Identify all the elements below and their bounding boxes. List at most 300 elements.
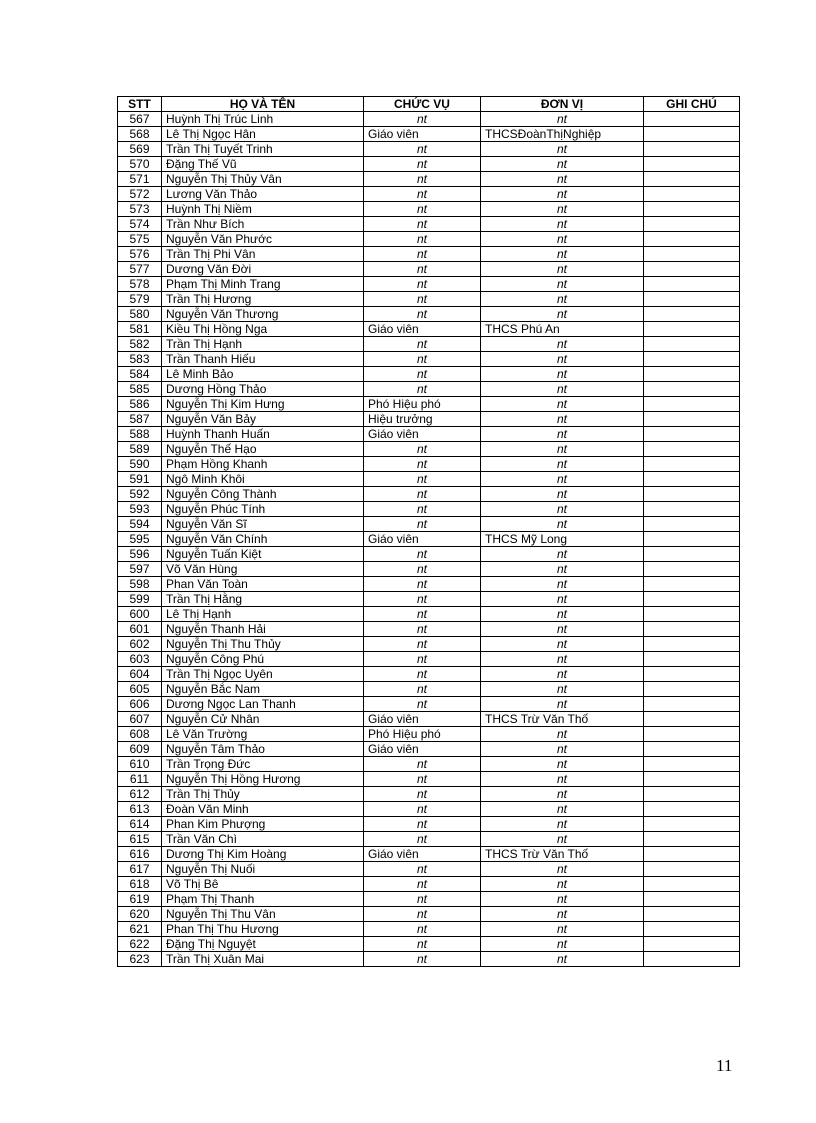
cell-unit: nt xyxy=(481,517,644,532)
cell-unit: nt xyxy=(481,412,644,427)
table-row xyxy=(118,397,740,412)
cell-position: Giáo viên xyxy=(364,427,481,442)
cell-position: nt xyxy=(364,172,481,187)
table-row xyxy=(118,742,740,757)
cell-stt: 603 xyxy=(118,652,162,667)
cell-stt: 618 xyxy=(118,877,162,892)
cell-notes xyxy=(644,862,740,877)
cell-stt: 574 xyxy=(118,217,162,232)
cell-full-name: Phan Thị Thu Hương xyxy=(162,922,364,937)
cell-stt: 605 xyxy=(118,682,162,697)
table-row xyxy=(118,667,740,682)
cell-stt: 608 xyxy=(118,727,162,742)
cell-stt: 619 xyxy=(118,892,162,907)
cell-stt: 606 xyxy=(118,697,162,712)
cell-unit: nt xyxy=(481,112,644,127)
cell-stt: 577 xyxy=(118,262,162,277)
cell-position: Hiệu trưởng xyxy=(364,412,481,427)
cell-full-name: Trần Thị Hạnh xyxy=(162,337,364,352)
cell-full-name: Phan Văn Toàn xyxy=(162,577,364,592)
table-row xyxy=(118,367,740,382)
table-row xyxy=(118,907,740,922)
cell-unit: nt xyxy=(481,277,644,292)
cell-unit: THCS Mỹ Long xyxy=(481,532,644,547)
cell-position: nt xyxy=(364,667,481,682)
cell-stt: 610 xyxy=(118,757,162,772)
header-full-name: HỌ VÀ TÊN xyxy=(162,97,364,112)
cell-full-name: Trần Thanh Hiếu xyxy=(162,352,364,367)
cell-stt: 581 xyxy=(118,322,162,337)
cell-notes xyxy=(644,937,740,952)
cell-stt: 613 xyxy=(118,802,162,817)
cell-position: nt xyxy=(364,892,481,907)
cell-unit: nt xyxy=(481,757,644,772)
cell-unit: nt xyxy=(481,952,644,967)
cell-unit: nt xyxy=(481,157,644,172)
cell-full-name: Trần Như Bích xyxy=(162,217,364,232)
table-row xyxy=(118,277,740,292)
cell-position: nt xyxy=(364,697,481,712)
cell-stt: 573 xyxy=(118,202,162,217)
cell-notes xyxy=(644,127,740,142)
cell-full-name: Nguyễn Văn Chính xyxy=(162,532,364,547)
cell-full-name: Trần Thị Ngọc Uyên xyxy=(162,667,364,682)
cell-position: nt xyxy=(364,142,481,157)
table-row xyxy=(118,862,740,877)
cell-stt: 582 xyxy=(118,337,162,352)
cell-position: nt xyxy=(364,637,481,652)
cell-position: nt xyxy=(364,517,481,532)
table-row xyxy=(118,547,740,562)
cell-stt: 588 xyxy=(118,427,162,442)
table-row xyxy=(118,697,740,712)
cell-notes xyxy=(644,412,740,427)
cell-position: Giáo viên xyxy=(364,322,481,337)
cell-stt: 584 xyxy=(118,367,162,382)
cell-notes xyxy=(644,817,740,832)
cell-unit: nt xyxy=(481,697,644,712)
cell-full-name: Nguyễn Thị Thủy Vân xyxy=(162,172,364,187)
cell-position: nt xyxy=(364,817,481,832)
cell-unit: nt xyxy=(481,907,644,922)
cell-unit: nt xyxy=(481,667,644,682)
cell-full-name: Lương Văn Thảo xyxy=(162,187,364,202)
cell-stt: 596 xyxy=(118,547,162,562)
table-row xyxy=(118,502,740,517)
cell-position: nt xyxy=(364,952,481,967)
cell-full-name: Dương Thị Kim Hoàng xyxy=(162,847,364,862)
cell-position: Phó Hiệu phó xyxy=(364,397,481,412)
cell-full-name: Trần Thị Phi Vân xyxy=(162,247,364,262)
cell-position: nt xyxy=(364,112,481,127)
table-row xyxy=(118,427,740,442)
cell-unit: nt xyxy=(481,637,644,652)
table-row xyxy=(118,637,740,652)
cell-position: nt xyxy=(364,217,481,232)
cell-unit: nt xyxy=(481,352,644,367)
table-row xyxy=(118,517,740,532)
cell-notes xyxy=(644,397,740,412)
table-row xyxy=(118,457,740,472)
table-row xyxy=(118,142,740,157)
cell-position: nt xyxy=(364,592,481,607)
table-row xyxy=(118,247,740,262)
cell-unit: nt xyxy=(481,262,644,277)
table-row xyxy=(118,577,740,592)
cell-full-name: Nguyễn Thị Kim Hưng xyxy=(162,397,364,412)
cell-full-name: Nguyễn Công Thành xyxy=(162,487,364,502)
cell-position: nt xyxy=(364,292,481,307)
cell-full-name: Ngô Minh Khôi xyxy=(162,472,364,487)
cell-unit: nt xyxy=(481,187,644,202)
cell-position: nt xyxy=(364,457,481,472)
cell-unit: nt xyxy=(481,727,644,742)
table-row xyxy=(118,712,740,727)
table-row xyxy=(118,772,740,787)
table-row xyxy=(118,892,740,907)
header-position: CHỨC VỤ xyxy=(364,97,481,112)
cell-full-name: Nguyễn Văn Thương xyxy=(162,307,364,322)
cell-position: nt xyxy=(364,607,481,622)
cell-unit: nt xyxy=(481,397,644,412)
cell-position: Giáo viên xyxy=(364,532,481,547)
cell-stt: 592 xyxy=(118,487,162,502)
cell-notes xyxy=(644,187,740,202)
cell-notes xyxy=(644,772,740,787)
cell-stt: 621 xyxy=(118,922,162,937)
cell-unit: nt xyxy=(481,622,644,637)
cell-position: nt xyxy=(364,382,481,397)
cell-notes xyxy=(644,877,740,892)
cell-unit: THCS Trừ Văn Thố xyxy=(481,712,644,727)
cell-notes xyxy=(644,217,740,232)
cell-full-name: Lê Minh Bảo xyxy=(162,367,364,382)
cell-unit: nt xyxy=(481,562,644,577)
cell-unit: nt xyxy=(481,937,644,952)
cell-unit: nt xyxy=(481,487,644,502)
cell-notes xyxy=(644,787,740,802)
table-row xyxy=(118,127,740,142)
cell-unit: nt xyxy=(481,442,644,457)
cell-unit: nt xyxy=(481,862,644,877)
table-row xyxy=(118,592,740,607)
table-row xyxy=(118,337,740,352)
cell-full-name: Phan Kim Phượng xyxy=(162,817,364,832)
cell-stt: 585 xyxy=(118,382,162,397)
cell-full-name: Nguyễn Phúc Tính xyxy=(162,502,364,517)
cell-stt: 586 xyxy=(118,397,162,412)
cell-full-name: Phạm Hồng Khanh xyxy=(162,457,364,472)
table-row xyxy=(118,472,740,487)
cell-notes xyxy=(644,667,740,682)
cell-unit: nt xyxy=(481,382,644,397)
cell-notes xyxy=(644,337,740,352)
table-row xyxy=(118,877,740,892)
table-row xyxy=(118,802,740,817)
cell-full-name: Đặng Thế Vũ xyxy=(162,157,364,172)
header-stt: STT xyxy=(118,97,162,112)
cell-full-name: Trần Văn Chì xyxy=(162,832,364,847)
cell-notes xyxy=(644,517,740,532)
cell-notes xyxy=(644,442,740,457)
cell-position: nt xyxy=(364,367,481,382)
cell-notes xyxy=(644,727,740,742)
table-row xyxy=(118,622,740,637)
table-row xyxy=(118,217,740,232)
cell-stt: 611 xyxy=(118,772,162,787)
cell-unit: nt xyxy=(481,922,644,937)
cell-notes xyxy=(644,607,740,622)
cell-stt: 604 xyxy=(118,667,162,682)
cell-full-name: Huỳnh Thị Niềm xyxy=(162,202,364,217)
cell-unit: nt xyxy=(481,172,644,187)
cell-unit: nt xyxy=(481,367,644,382)
cell-notes xyxy=(644,367,740,382)
table-row xyxy=(118,352,740,367)
cell-position: nt xyxy=(364,277,481,292)
table-header-row xyxy=(118,97,740,112)
table-row xyxy=(118,562,740,577)
cell-position: nt xyxy=(364,337,481,352)
cell-stt: 569 xyxy=(118,142,162,157)
cell-notes xyxy=(644,712,740,727)
cell-notes xyxy=(644,112,740,127)
cell-stt: 571 xyxy=(118,172,162,187)
table-row xyxy=(118,682,740,697)
cell-position: nt xyxy=(364,802,481,817)
cell-stt: 570 xyxy=(118,157,162,172)
cell-full-name: Nguyễn Thị Thu Vân xyxy=(162,907,364,922)
cell-stt: 620 xyxy=(118,907,162,922)
cell-stt: 616 xyxy=(118,847,162,862)
cell-unit: THCSĐoànThịNghiệp xyxy=(481,127,644,142)
table-row xyxy=(118,202,740,217)
cell-notes xyxy=(644,427,740,442)
cell-unit: nt xyxy=(481,427,644,442)
cell-notes xyxy=(644,247,740,262)
cell-unit: THCS Phú An xyxy=(481,322,644,337)
cell-stt: 595 xyxy=(118,532,162,547)
cell-position: nt xyxy=(364,442,481,457)
cell-position: nt xyxy=(364,877,481,892)
cell-notes xyxy=(644,277,740,292)
cell-unit: nt xyxy=(481,232,644,247)
cell-full-name: Phạm Thị Minh Trang xyxy=(162,277,364,292)
table-row xyxy=(118,532,740,547)
table-row xyxy=(118,487,740,502)
table-row xyxy=(118,232,740,247)
cell-full-name: Phạm Thị Thanh xyxy=(162,892,364,907)
cell-notes xyxy=(644,742,740,757)
cell-position: nt xyxy=(364,907,481,922)
cell-notes xyxy=(644,382,740,397)
cell-position: nt xyxy=(364,682,481,697)
cell-full-name: Kiều Thị Hồng Nga xyxy=(162,322,364,337)
cell-stt: 622 xyxy=(118,937,162,952)
cell-unit: nt xyxy=(481,202,644,217)
cell-full-name: Võ Văn Hùng xyxy=(162,562,364,577)
table-row xyxy=(118,937,740,952)
cell-stt: 609 xyxy=(118,742,162,757)
cell-notes xyxy=(644,322,740,337)
cell-notes xyxy=(644,262,740,277)
cell-notes xyxy=(644,577,740,592)
cell-stt: 598 xyxy=(118,577,162,592)
cell-unit: nt xyxy=(481,547,644,562)
cell-full-name: Dương Ngọc Lan Thanh xyxy=(162,697,364,712)
cell-notes xyxy=(644,802,740,817)
cell-full-name: Trần Thị Thủy xyxy=(162,787,364,802)
cell-position: nt xyxy=(364,202,481,217)
cell-stt: 602 xyxy=(118,637,162,652)
cell-position: nt xyxy=(364,622,481,637)
cell-stt: 607 xyxy=(118,712,162,727)
cell-full-name: Nguyễn Thị Nuối xyxy=(162,862,364,877)
table-row xyxy=(118,952,740,967)
cell-position: nt xyxy=(364,652,481,667)
staff-list-table xyxy=(117,96,740,967)
cell-full-name: Nguyễn Thế Hạo xyxy=(162,442,364,457)
cell-full-name: Đoàn Văn Minh xyxy=(162,802,364,817)
cell-notes xyxy=(644,652,740,667)
cell-position: nt xyxy=(364,157,481,172)
cell-unit: nt xyxy=(481,742,644,757)
cell-full-name: Lê Văn Trường xyxy=(162,727,364,742)
cell-full-name: Huỳnh Thanh Huấn xyxy=(162,427,364,442)
cell-notes xyxy=(644,547,740,562)
cell-notes xyxy=(644,472,740,487)
cell-stt: 591 xyxy=(118,472,162,487)
cell-notes xyxy=(644,682,740,697)
table-body xyxy=(118,112,740,967)
table-row xyxy=(118,307,740,322)
cell-position: nt xyxy=(364,502,481,517)
cell-full-name: Huỳnh Thị Trúc Linh xyxy=(162,112,364,127)
cell-position: nt xyxy=(364,187,481,202)
cell-full-name: Nguyễn Công Phú xyxy=(162,652,364,667)
cell-unit: nt xyxy=(481,307,644,322)
cell-unit: nt xyxy=(481,817,644,832)
cell-notes xyxy=(644,202,740,217)
table-row xyxy=(118,322,740,337)
cell-full-name: Dương Hồng Thảo xyxy=(162,382,364,397)
cell-notes xyxy=(644,142,740,157)
table-row xyxy=(118,607,740,622)
cell-position: nt xyxy=(364,547,481,562)
cell-unit: nt xyxy=(481,502,644,517)
cell-full-name: Lê Thị Ngọc Hân xyxy=(162,127,364,142)
table-row xyxy=(118,922,740,937)
cell-position: nt xyxy=(364,487,481,502)
cell-position: nt xyxy=(364,862,481,877)
table-row xyxy=(118,817,740,832)
header-unit: ĐƠN VỊ xyxy=(481,97,644,112)
cell-unit: nt xyxy=(481,292,644,307)
cell-stt: 579 xyxy=(118,292,162,307)
header-notes: GHI CHÚ xyxy=(644,97,740,112)
cell-position: nt xyxy=(364,232,481,247)
cell-notes xyxy=(644,922,740,937)
cell-unit: nt xyxy=(481,457,644,472)
cell-full-name: Nguyễn Bắc Nam xyxy=(162,682,364,697)
cell-unit: nt xyxy=(481,337,644,352)
cell-position: nt xyxy=(364,757,481,772)
cell-notes xyxy=(644,487,740,502)
cell-stt: 600 xyxy=(118,607,162,622)
cell-stt: 601 xyxy=(118,622,162,637)
cell-position: nt xyxy=(364,247,481,262)
cell-notes xyxy=(644,907,740,922)
cell-position: nt xyxy=(364,787,481,802)
cell-unit: nt xyxy=(481,247,644,262)
cell-position: nt xyxy=(364,472,481,487)
cell-full-name: Nguyễn Văn Sĩ xyxy=(162,517,364,532)
cell-stt: 594 xyxy=(118,517,162,532)
cell-position: nt xyxy=(364,307,481,322)
cell-position: nt xyxy=(364,937,481,952)
cell-notes xyxy=(644,562,740,577)
cell-unit: nt xyxy=(481,217,644,232)
cell-stt: 589 xyxy=(118,442,162,457)
cell-notes xyxy=(644,502,740,517)
cell-position: Phó Hiệu phó xyxy=(364,727,481,742)
cell-full-name: Nguyễn Tâm Thảo xyxy=(162,742,364,757)
cell-full-name: Trần Thị Hằng xyxy=(162,592,364,607)
table-row xyxy=(118,172,740,187)
cell-position: Giáo viên xyxy=(364,847,481,862)
cell-position: nt xyxy=(364,562,481,577)
cell-stt: 615 xyxy=(118,832,162,847)
cell-notes xyxy=(644,637,740,652)
cell-unit: nt xyxy=(481,787,644,802)
table-row xyxy=(118,442,740,457)
table-row xyxy=(118,847,740,862)
cell-unit: nt xyxy=(481,472,644,487)
cell-stt: 583 xyxy=(118,352,162,367)
cell-position: Giáo viên xyxy=(364,742,481,757)
table-row xyxy=(118,412,740,427)
cell-notes xyxy=(644,172,740,187)
cell-full-name: Nguyễn Tuấn Kiệt xyxy=(162,547,364,562)
cell-unit: nt xyxy=(481,832,644,847)
cell-stt: 580 xyxy=(118,307,162,322)
cell-notes xyxy=(644,952,740,967)
table-row xyxy=(118,292,740,307)
table-row xyxy=(118,652,740,667)
cell-unit: nt xyxy=(481,682,644,697)
cell-notes xyxy=(644,157,740,172)
cell-stt: 599 xyxy=(118,592,162,607)
cell-full-name: Nguyễn Thị Hồng Hương xyxy=(162,772,364,787)
cell-unit: nt xyxy=(481,592,644,607)
cell-stt: 623 xyxy=(118,952,162,967)
table-row xyxy=(118,832,740,847)
cell-full-name: Đặng Thị Nguyệt xyxy=(162,937,364,952)
cell-unit: nt xyxy=(481,652,644,667)
cell-unit: nt xyxy=(481,772,644,787)
cell-position: Giáo viên xyxy=(364,712,481,727)
table-row xyxy=(118,157,740,172)
cell-notes xyxy=(644,232,740,247)
cell-position: nt xyxy=(364,772,481,787)
table-row xyxy=(118,382,740,397)
cell-unit: nt xyxy=(481,607,644,622)
table-row xyxy=(118,262,740,277)
cell-notes xyxy=(644,352,740,367)
cell-stt: 612 xyxy=(118,787,162,802)
cell-stt: 567 xyxy=(118,112,162,127)
cell-full-name: Trần Thị Hương xyxy=(162,292,364,307)
